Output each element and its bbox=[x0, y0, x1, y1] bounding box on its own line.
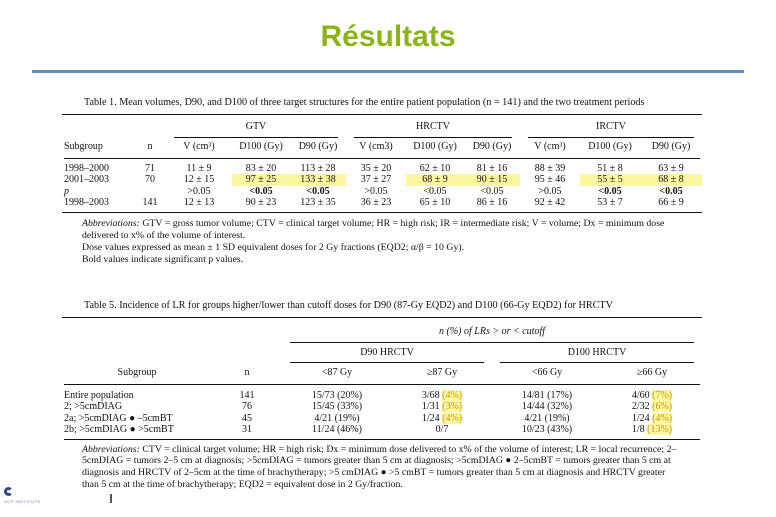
col-header: Subgroup bbox=[117, 366, 157, 378]
logo-mark-icon bbox=[4, 487, 13, 496]
col-header: ≥66 Gy bbox=[636, 366, 668, 378]
title-divider bbox=[32, 70, 744, 73]
highlighted-cell: 68 ± 9 bbox=[406, 174, 464, 186]
table-5 bbox=[62, 300, 702, 491]
table-row: 2; >5cmDIAG 76 15/45 (33%) 1/31 (3%) 14/44 (32%) 2/32 (6%) bbox=[64, 401, 673, 412]
highlighted-cell: 97 ± 25 bbox=[232, 174, 290, 186]
institution-logo: HCP INSTITUTE bbox=[4, 487, 64, 507]
col-header: D90 (Gy) bbox=[472, 140, 512, 152]
footer-mark bbox=[110, 494, 112, 503]
highlighted-cell: (3%) bbox=[442, 401, 463, 412]
col-header: V (cm³) bbox=[183, 140, 215, 152]
highlighted-cell: (6%) bbox=[652, 401, 673, 412]
col-header: D100 (Gy) bbox=[588, 140, 632, 152]
highlighted-cell: (4%) bbox=[652, 412, 673, 424]
col-header: D100 (Gy) bbox=[239, 140, 283, 152]
group-header-d90: D90 HRCTV bbox=[360, 347, 414, 358]
col-header: Subgroup bbox=[64, 140, 103, 152]
table-1 bbox=[62, 97, 702, 266]
table-row: 2a; >5cmDIAG ● –5cmBT 45 4/21 (19%) 1/24 (4%) 4/21 (19%) 1/24 (4%) bbox=[64, 412, 673, 424]
table-row: 1998–2000 71 11 ± 9 83 ± 20 113 ± 28 35 ± 20 62 ± 10 81 ± 16 88 ± 39 51 ± 8 63 ± 9 bbox=[64, 162, 684, 174]
col-header: n bbox=[244, 366, 250, 378]
highlighted-cell: (13%) bbox=[647, 424, 673, 435]
table-1-header-row bbox=[62, 138, 702, 156]
highlighted-cell: (4%) bbox=[442, 412, 463, 424]
table-5-abbreviations: Abbreviations: CTV = clinical target volume; HR = high risk; Dx = minimum dose delivered to x% of the volume of interest; LR = local recurrence; 2–5cmDIAG = tumors 2–5 cm at diagnosis; >5cmDIAG = tumors greater than 5 cm at diagnosis; >5cmDIAG ● 2–5cmBT = tumors greater than 5 cm at diagnosis and HRCTV of 2–5cm at the time of brachytherapy; >5 cmDIAG ● >5 cmBT = tumors greater than 5 cm at diagnosis and HRCTV greater than 5 cm at the time of brachytherapy; EQD2 = equivalent dose in 2 Gy/fraction. bbox=[82, 443, 677, 490]
highlighted-cell: 68 ± 8 bbox=[640, 174, 702, 186]
table-1-caption: Table 1. Mean volumes, D90, and D100 of three target structures for the entire patient population (n = 141) and the two treatment periods bbox=[84, 97, 645, 108]
bold-note: Bold values indicate significant p values. bbox=[82, 253, 244, 265]
table-5-header-row bbox=[62, 363, 702, 383]
table-5-caption: Table 5. Incidence of LR for groups higher/lower than cutoff doses for D90 (87-Gy EQD2) and D100 (66-Gy EQD2) for HRCTV bbox=[84, 300, 614, 311]
table-row: p >0.05 <0.05 <0.05 >0.05 <0.05 <0.05 >0.05 <0.05 <0.05 bbox=[64, 185, 683, 197]
group-header-hrctv: HRCTV bbox=[416, 121, 450, 132]
table-row: Entire population 141 15/73 (20%) 3/68 (4%) 14/81 (17%) 4/60 (7%) bbox=[64, 389, 673, 401]
highlighted-cell: 133 ± 38 bbox=[290, 174, 346, 186]
highlighted-cell: (7%) bbox=[652, 389, 673, 401]
table-5-grid bbox=[62, 318, 702, 491]
table-row: 1998–2003 141 12 ± 13 90 ± 23 123 ± 35 36 ± 23 65 ± 10 86 ± 16 92 ± 42 53 ± 7 66 ± 9 bbox=[64, 197, 684, 208]
table-row: 2b; >5cmDIAG ● >5cmBT 31 11/24 (46%) 0/7 10/23 (43%) 1/8 (13%) bbox=[64, 424, 673, 435]
col-header: V (cm3) bbox=[359, 140, 393, 152]
table-1-grid bbox=[62, 115, 702, 209]
col-header: D90 (Gy) bbox=[651, 140, 691, 152]
col-header: ≥87 Gy bbox=[426, 366, 458, 378]
table-1-bottom-rule bbox=[62, 212, 702, 213]
abbreviations-note: Abbreviations: GTV = gross tumor volume; CTV = clinical target volume; HR = high risk; IR = intermediate risk; V = volume; Dx = minimum dose delivered to x% of the volume of interest. bbox=[82, 217, 665, 241]
table-row: 2001–2003 70 12 ± 15 97 ± 25 133 ± 38 37 ± 27 68 ± 9 90 ± 15 95 ± 46 55 ± 5 68 ± 8 bbox=[62, 174, 702, 186]
table-1-group-row bbox=[62, 115, 702, 133]
col-header: <66 Gy bbox=[531, 366, 563, 378]
dose-note: Dose values expressed as mean ± 1 SD equivalent doses for 2 Gy fractions (EQD2; α/β = 10 Gy). bbox=[82, 241, 465, 253]
col-header: <87 Gy bbox=[321, 366, 353, 378]
table-1-notes bbox=[82, 218, 702, 266]
table-5-top-header: n (%) of LRs > or < cutoff bbox=[439, 326, 545, 338]
col-header: D90 (Gy) bbox=[298, 140, 338, 152]
slide-title: Résultats bbox=[320, 20, 456, 53]
highlighted-cell: 55 ± 5 bbox=[580, 174, 640, 186]
group-header-d100: D100 HRCTV bbox=[567, 347, 627, 358]
col-header: D100 (Gy) bbox=[413, 140, 457, 152]
group-header-irctv: IRCTV bbox=[596, 121, 626, 132]
col-header: n bbox=[147, 140, 153, 152]
highlighted-cell: 90 ± 15 bbox=[464, 174, 520, 186]
col-header: V (cm³) bbox=[534, 140, 566, 152]
group-header-gtv: GTV bbox=[245, 121, 267, 132]
highlighted-cell: (4%) bbox=[442, 389, 463, 401]
